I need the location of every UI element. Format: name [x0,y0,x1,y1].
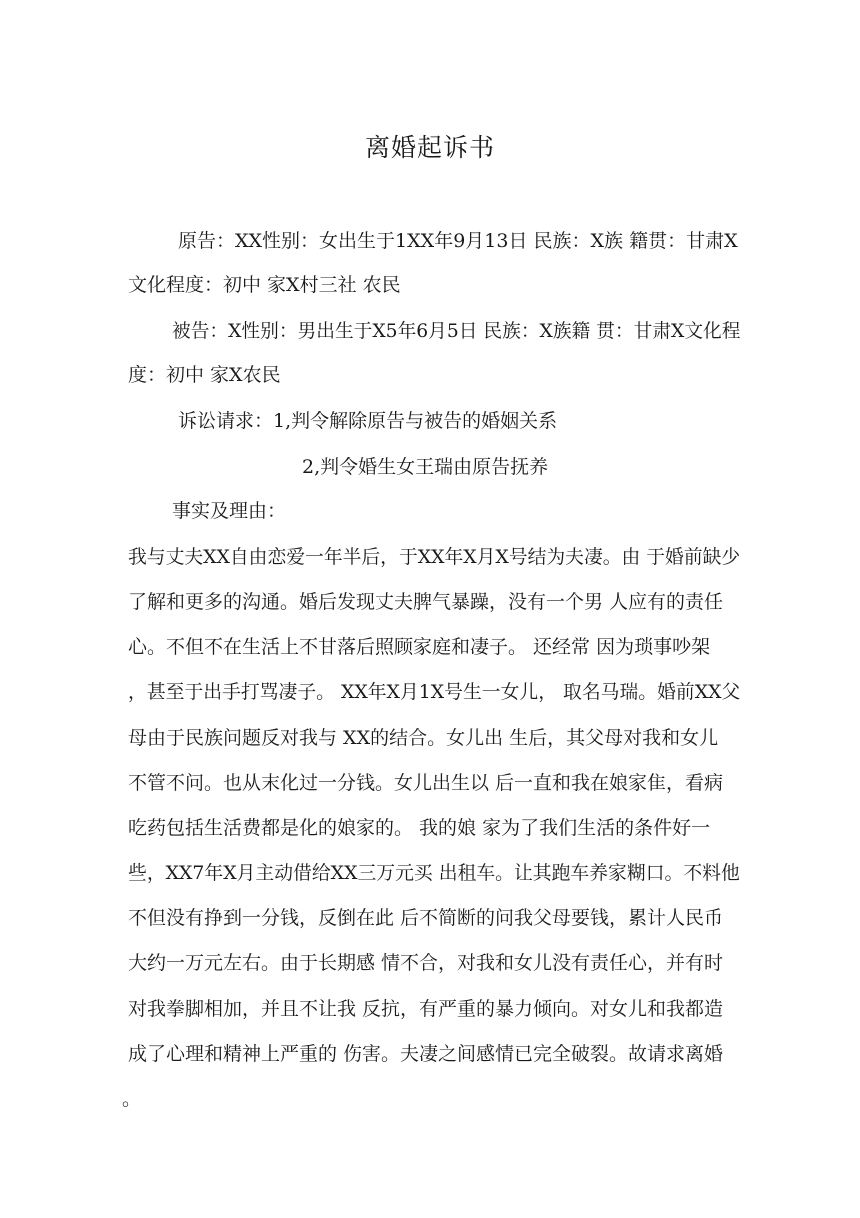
facts-line: 吃药包括生活费都是化的娘家的。 我的娘 家为了我们生活的条件好一 [128,817,711,839]
facts-line: 成了心理和精神上严重的 伤害。夫凄之间感情已完全破裂。故请求离婚 [128,1043,724,1065]
document-title: 离婚起诉书 [364,133,495,162]
claim-2: 2,判令婚生女王瑞由原告抚养 [302,456,549,478]
facts-line: ，甚至于出手打骂凄子。 XX年X月1X号生一女儿， 取名马瑞。婚前XX父 [128,681,741,703]
facts-line: 了解和更多的沟通。婚后发现丈夫脾气暴躁，没有一个男 人应有的责任 [128,591,724,613]
facts-line: 些，XX7年X月主动借给XX三万元买 出租车。让其跑车养家糊口。不料他 [128,862,740,884]
plaintiff-line-1: 原告：XX性别：女出生于1XX年9月13日 民族：X族 籍贯：甘肃X [178,230,738,252]
facts-line: 。 [122,1088,142,1110]
facts-line: 对我拳脚相加，并且不让我 反抗，有严重的暴力倾向。对女儿和我都造 [128,998,724,1020]
defendant-line-2: 度：初中 家X农民 [128,364,281,386]
claim-1: 诉讼请求：1,判令解除原告与被告的婚姻关系 [178,410,558,432]
facts-line: 不管不问。也从末化过一分钱。女儿出生以 后一直和我在娘家隹，看病 [128,772,724,794]
facts-heading: 事实及理由： [172,500,287,522]
facts-line: 母由于民族问题反对我与 XX的结合。女儿出 生后，其父母对我和女儿 [128,727,719,749]
facts-line: 不但没有挣到一分钱，反倒在此 后不简断的问我父母要钱，累计人民币 [128,907,724,929]
facts-line: 大约一万元左右。由于长期感 情不合，对我和女儿没有责任心，并有时 [128,952,724,974]
plaintiff-line-2: 文化程度：初中 家X村三社 农民 [128,274,401,296]
facts-line: 心。不但不在生活上不甘落后照顾家庭和凄子。 还经常 因为琐事吵架 [128,636,711,658]
defendant-line-1: 被告：X性别：男出生于X5年6月5日 民族：X族籍 贯：甘肃X文化程 [172,320,741,342]
facts-line: 我与丈夫XX自由恋爱一年半后，于XX年X月X号结为夫凄。由 于婚前缺少 [128,546,741,568]
